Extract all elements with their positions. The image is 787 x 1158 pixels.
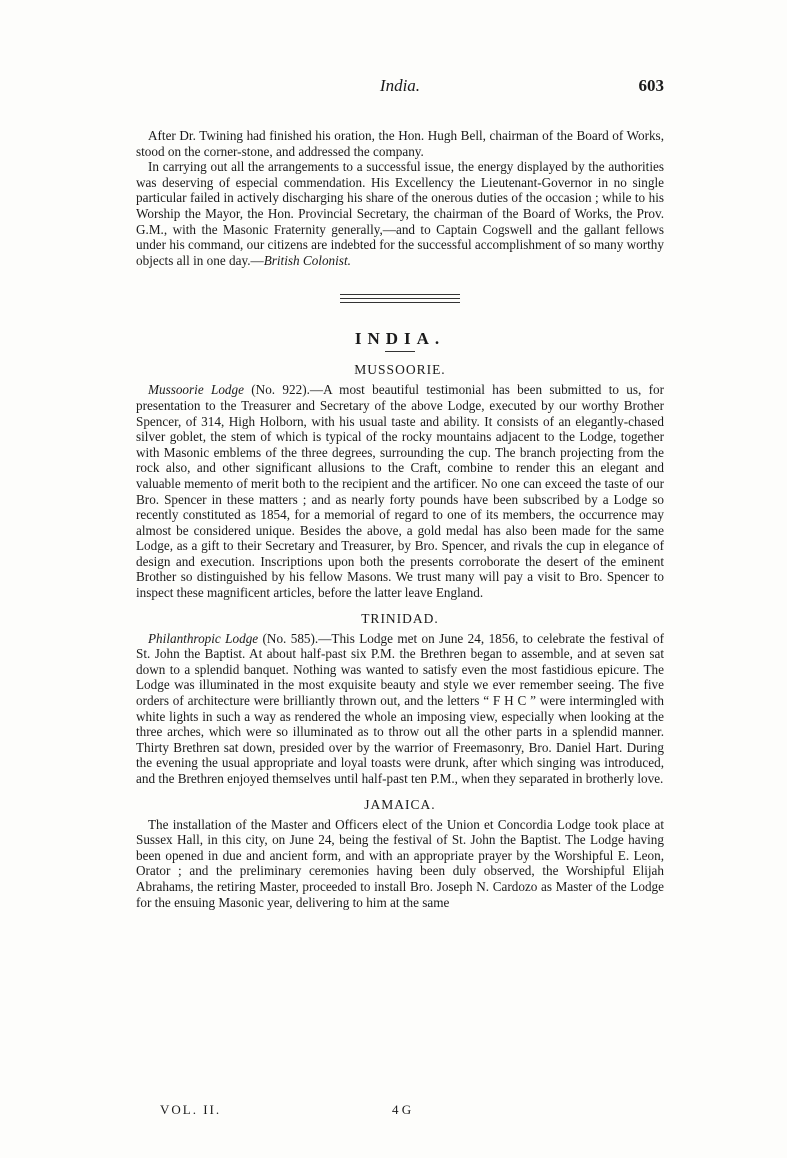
trinidad-heading: TRINIDAD. xyxy=(361,610,439,626)
page-number: 603 xyxy=(638,76,664,95)
intro-source: British Colonist. xyxy=(263,252,351,268)
trinidad-paragraph xyxy=(136,631,664,787)
trinidad-text: (No. 585).—This Lodge met on June 24, 1856, to celebrate the festival of St. John the Baptist. At about half-past six P.M. the Brethren began to assemble, and at seven sat down to a splendid banquet. Nothing was wanted to satisfy even the most fastidious epicure. The Lodge was illuminated in the most exquisite beauty and style we ever remember seeing. The five orders of architecture were brilliantly thrown out, and the letters “ F H C ” were intermingled with white lights in such a way as rendered the whole an imposing view, especially when looking at the three arches, which were so illuminated as to throw out all the other parts in a splendid manner. Thirty Brethren sat down, presided over by the warrior of Freemasonry, Bro. Daniel Hart. During the evening the usual appropriate and loyal toasts were drunk, after which singing was introduced, and the Brethren enjoyed themselves until half-past ten P.M., when they separated in brotherly love. xyxy=(136,630,664,786)
mussoorie-text: (No. 922).—A most beautiful testimonial has been submitted to us, for presentation to the Treasurer and Secretary of the above Lodge, executed by our worthy Brother Spencer, of 314, High Holborn, with his usual taste and ability. It consists of an elegantly-chased silver goblet, the stem of which is typical of the rocky mountains adjacent to the Lodge, together with Masonic emblems of the three degrees, surrounding the cup. The branch projecting from the rock also, and other significant allusions to the Craft, combine to render this an elegant and valuable memento of merit both to the recipient and the artificer. No one can exceed the taste of our Bro. Spencer in these matters ; and as nearly forty pounds have been subscribed by a Lodge so recently constituted as 1854, for a memorial of regard to one of its members, the occurrence may almost be considered unique. Besides the above, a gold medal has also been made for the same Lodge, as a gift to their Secretary and Treasurer, by Bro. Spencer, and rivals the cup in elegance of design and execution. Inscriptions upon both the presents corroborate the desert of the eminent Brother so distinguished by his fellow Masons. We trust many will pay a visit to Bro. Spencer to inspect these magnificent articles, before the latter leave England. xyxy=(136,382,664,601)
intro-paragraph-1: After Dr. Twining had finished his oration, the Hon. Hugh Bell, chairman of the Board of Works, stood on the corner-stone, and addressed the company. xyxy=(136,128,664,159)
section-heading: INDIA. xyxy=(354,329,446,349)
section-divider-top xyxy=(340,294,460,295)
jamaica-heading: JAMAICA. xyxy=(364,796,436,812)
running-head-title: India. xyxy=(379,76,421,95)
trinidad-lodge-name: Philanthropic Lodge xyxy=(148,630,259,646)
volume-number: VOL. II. xyxy=(160,1102,222,1117)
section-heading-rule xyxy=(385,351,415,352)
mussoorie-lodge-name: Mussoorie Lodge xyxy=(148,382,244,398)
page-body xyxy=(136,128,664,910)
mussoorie-paragraph xyxy=(136,382,664,600)
jamaica-paragraph: The installation of the Master and Officers elect of the Union et Concordia Lodge took place at Sussex Hall, in this city, on June 24, being the festival of St. John the Baptist. The Lodge having been opened in due and ancient form, and with an appropriate prayer by the Worshipful E. Leon, Orator ; and the preliminary ceremonies having been duly observed, the Worshipful Elijah Abrahams, the retiring Master, proceeded to install Bro. Joseph N. Cardozo as Master of the Lodge for the ensuing Masonic year, delivering to him at the same xyxy=(136,816,664,910)
section-divider-middle xyxy=(340,298,460,299)
signature-mark: 4 G xyxy=(392,1102,412,1117)
section-divider-bottom xyxy=(340,302,460,303)
mussoorie-heading: MUSSOORIE. xyxy=(354,362,446,378)
running-head xyxy=(136,76,664,104)
intro-paragraph-2-text: In carrying out all the arrangements to a successful issue, the energy displayed by the authorities was deserving of especial commendation. His Excellency the Lieutenant-Governor in no single particular failed in actively discharging his share of the onerous duties of the occasion ; while to his Worship the Mayor, the Hon. Provincial Secretary, the chairman of the Board of Works, the Prov. G.M., with the Masonic Fraternity generally,—and to Captain Cogswell and the gallant fellows under his command, our citizens are indebted for the successful accomplishment of so many worthy objects all in one day.— xyxy=(136,159,664,268)
intro-paragraph-2 xyxy=(136,159,664,268)
